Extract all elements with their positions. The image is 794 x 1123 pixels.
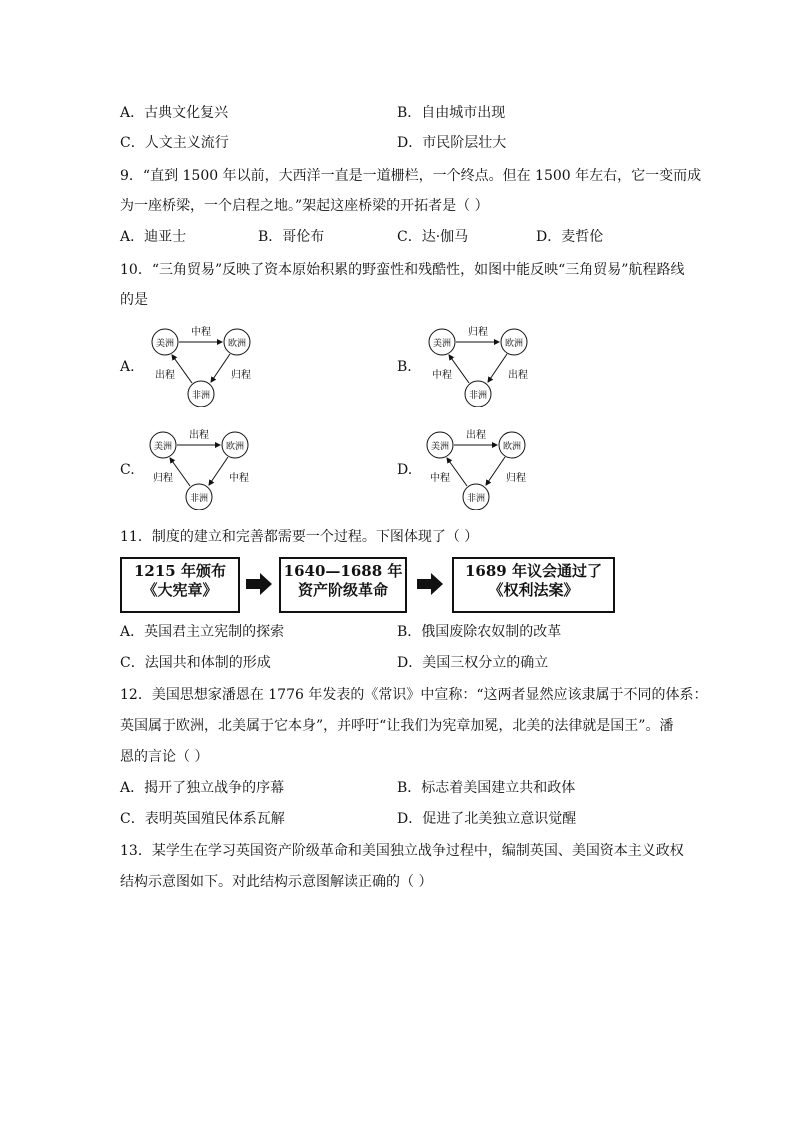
america-node-label: 美洲 [155,339,175,349]
q10-option-b-label[interactable]: B. [397,359,412,375]
q12-option-c[interactable]: C．表明英国殖民体系瓦解 [120,811,285,827]
q8-option-d[interactable]: D．市民阶层壮大 [397,135,507,151]
q10-option-d-label[interactable]: D. [397,462,413,478]
africa-node-label: 非洲 [468,391,488,401]
left-arrow [449,355,469,383]
right-arrow [488,354,507,382]
timeline-box-bill-of-rights [452,557,615,613]
q10-diagram-b[interactable] [422,322,547,407]
q11-option-c[interactable]: C．法国共和体制的形成 [120,655,271,671]
q12-stem-line3: 恩的言论（ ） [120,749,209,765]
africa-node-label: 非洲 [466,494,486,504]
q12-option-a[interactable]: A．揭开了独立战争的序幕 [120,780,285,796]
q8-option-c[interactable]: C．人文主义流行 [120,135,229,151]
left-arrow [170,458,190,486]
right-arrow [486,457,505,485]
top-route-label: 归程 [468,327,488,338]
europe-node-label: 欧洲 [225,442,245,452]
africa-node-label: 非洲 [189,494,209,504]
q11-option-b[interactable]: B．俄国废除农奴制的改革 [397,624,562,640]
q11-stem: 11．制度的建立和完善都需要一个过程。下图体现了（ ） [120,529,479,545]
left-route-label: 归程 [153,473,173,484]
timeline-box-line1: 1215 年颁布 [134,562,226,580]
q12-option-d[interactable]: D．促进了北美独立意识觉醒 [397,811,577,827]
q9-option-c[interactable]: C．达·伽马 [397,229,469,245]
top-route-label: 出程 [466,430,486,441]
q10-diagram-a[interactable] [145,322,270,407]
timeline-box-line2: 《权利法案》 [488,581,579,599]
q10-stem-line1: 10．“三角贸易”反映了资本原始积累的野蛮性和残酷性，如图中能反映“三角贸易”航程路线 [120,262,685,278]
timeline-arrow-1 [246,573,272,595]
left-arrow [447,458,467,486]
left-route-label: 中程 [430,473,450,484]
q13-stem-line1: 13．某学生在学习英国资产阶级革命和美国独立战争过程中，编制英国、美国资本主义政权 [120,843,684,859]
q8-option-a[interactable]: A．古典文化复兴 [120,105,229,121]
right-arrow [209,457,228,485]
q12-option-b[interactable]: B．标志着美国建立共和政体 [397,780,576,796]
q9-stem-line1: 9．“直到 1500 年以前，大西洋一直是一道栅栏，一个终点。但在 1500 年左右，它一变而成 [120,168,702,184]
timeline-box-line1: 1689 年议会通过了 [465,562,602,580]
timeline-box-line2: 《大宪章》 [142,581,218,599]
q9-option-a[interactable]: A．迪亚士 [120,229,187,245]
timeline-box-line1: 1640—1688 年 [283,562,403,580]
q10-option-c-label[interactable]: C. [120,462,135,478]
q11-option-a[interactable]: A．英国君主立宪制的探索 [120,624,285,640]
q10-option-a-label[interactable]: A. [120,359,135,375]
q11-option-d[interactable]: D．美国三权分立的确立 [397,655,549,671]
left-route-label: 中程 [432,370,452,381]
q10-stem-line2: 的是 [120,292,148,308]
timeline-box-revolution [279,557,407,613]
america-node-label: 美洲 [153,442,173,452]
america-node-label: 美洲 [430,442,450,452]
europe-node-label: 欧洲 [227,339,247,349]
right-route-label: 归程 [506,473,526,484]
top-route-label: 中程 [191,327,211,338]
timeline-arrow-2 [417,573,443,595]
top-route-label: 出程 [189,430,209,441]
q10-diagram-c[interactable] [143,425,268,510]
q9-option-b[interactable]: B．哥伦布 [258,229,325,245]
q12-stem-line1: 12．美国思想家潘恩在 1776 年发表的《常识》中宣称：“这两者显然应该隶属于不同的体系： [120,687,708,703]
europe-node-label: 欧洲 [502,442,522,452]
europe-node-label: 欧洲 [504,339,524,349]
timeline-box-line2: 资产阶级革命 [297,581,388,599]
q8-option-b[interactable]: B．自由城市出现 [397,105,506,121]
right-arrow [211,354,230,382]
timeline-box-magna-carta [120,557,240,613]
left-arrow [172,355,192,383]
q12-stem-line2: 英国属于欧洲，北美属于它本身”，并呼吁“让我们为宪章加冕，北美的法律就是国王”。潘 [120,718,674,734]
right-route-label: 中程 [229,473,249,484]
q10-diagram-d[interactable] [420,425,545,510]
america-node-label: 美洲 [432,339,452,349]
africa-node-label: 非洲 [191,391,211,401]
q9-stem-line2: 为一座桥梁，一个启程之地。”架起这座桥梁的开拓者是（ ） [120,198,489,214]
left-route-label: 出程 [155,370,175,381]
q13-stem-line2: 结构示意图如下。对此结构示意图解读正确的（ ） [120,874,433,890]
right-route-label: 归程 [231,370,251,381]
right-route-label: 出程 [508,370,528,381]
q9-option-d[interactable]: D．麦哲伦 [536,229,604,245]
